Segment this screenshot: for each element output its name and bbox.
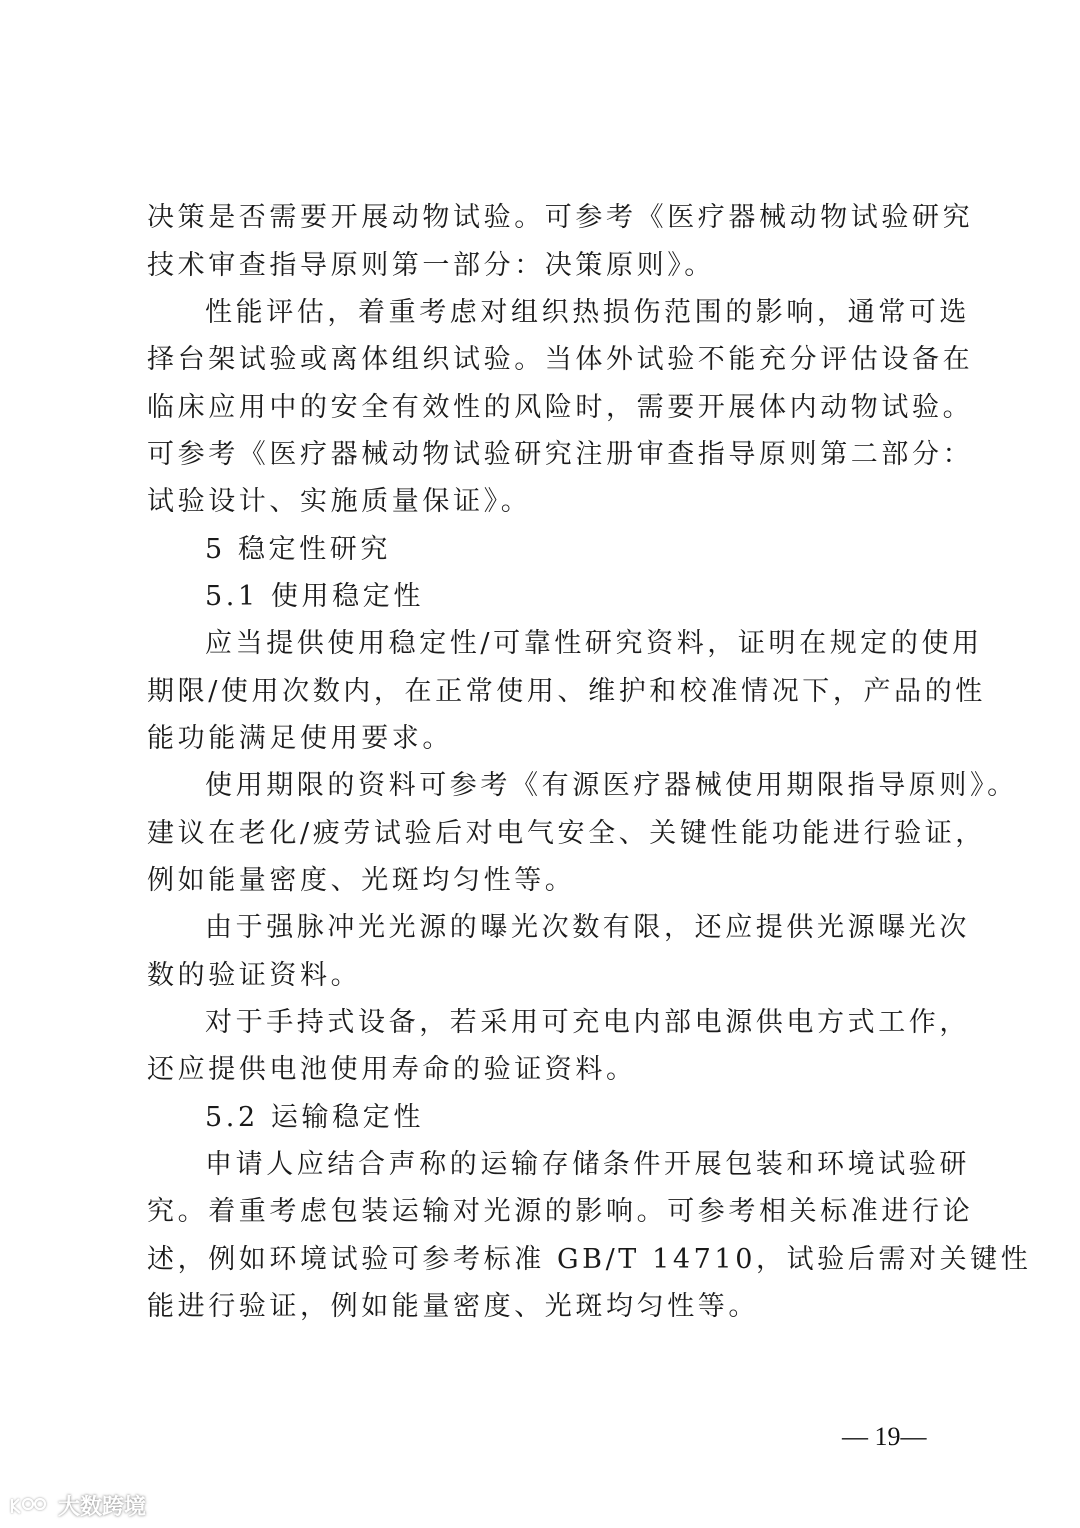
text-line: 决策是否需要开展动物试验。可参考《医疗器械动物试验研究: [147, 202, 974, 233]
text-line: 试验设计、实施质量保证》。: [147, 486, 532, 517]
text-line: 使用期限的资料可参考《有源医疗器械使用期限指导原则》。: [205, 770, 1018, 801]
text-line: 5.1 使用稳定性: [205, 581, 424, 612]
text-line: 还应提供电池使用寿命的验证资料。: [147, 1054, 637, 1085]
text-line: 能进行验证，例如能量密度、光斑均匀性等。: [147, 1291, 759, 1322]
page-number: — 19—: [842, 1422, 927, 1451]
watermark: [8, 1490, 146, 1521]
text-line: 对于手持式设备，若采用可充电内部电源供电方式工作，: [205, 1007, 970, 1038]
text-line: 申请人应结合声称的运输存储条件开展包装和环境试验研: [205, 1149, 970, 1180]
text-line: 期限/使用次数内，在正常使用、维护和校准情况下，产品的性: [147, 676, 986, 707]
text-line: 临床应用中的安全有效性的风险时，需要开展体内动物试验。: [147, 392, 974, 423]
text-line: 技术审查指导原则第一部分：决策原则》。: [147, 250, 715, 281]
text-line: 应当提供使用稳定性/可靠性研究资料，证明在规定的使用: [205, 628, 983, 659]
kuajing-logo-icon: [8, 1495, 52, 1517]
text-line: 数的验证资料。: [147, 960, 362, 991]
text-line: 究。着重考虑包装运输对光源的影响。可参考相关标准进行论: [147, 1196, 974, 1227]
text-line: 5.2 运输稳定性: [205, 1102, 424, 1133]
text-line: 可参考《医疗器械动物试验研究注册审查指导原则第二部分：: [147, 439, 974, 470]
text-line: 择台架试验或离体组织试验。当体外试验不能充分评估设备在: [147, 344, 974, 375]
text-line: 能功能满足使用要求。: [147, 723, 453, 754]
text-line: 述，例如环境试验可参考标准 GB/T 14710，试验后需对关键性: [147, 1244, 1032, 1275]
text-line: 5 稳定性研究: [205, 534, 391, 565]
watermark-text: 大数跨境: [58, 1495, 147, 1520]
text-line: 性能评估，着重考虑对组织热损伤范围的影响，通常可选: [205, 297, 970, 328]
text-line: 建议在老化/疲劳试验后对电气安全、关键性能功能进行验证，: [147, 818, 986, 849]
text-line: 由于强脉冲光光源的曝光次数有限，还应提供光源曝光次: [205, 912, 970, 943]
text-line: 例如能量密度、光斑均匀性等。: [147, 865, 576, 896]
